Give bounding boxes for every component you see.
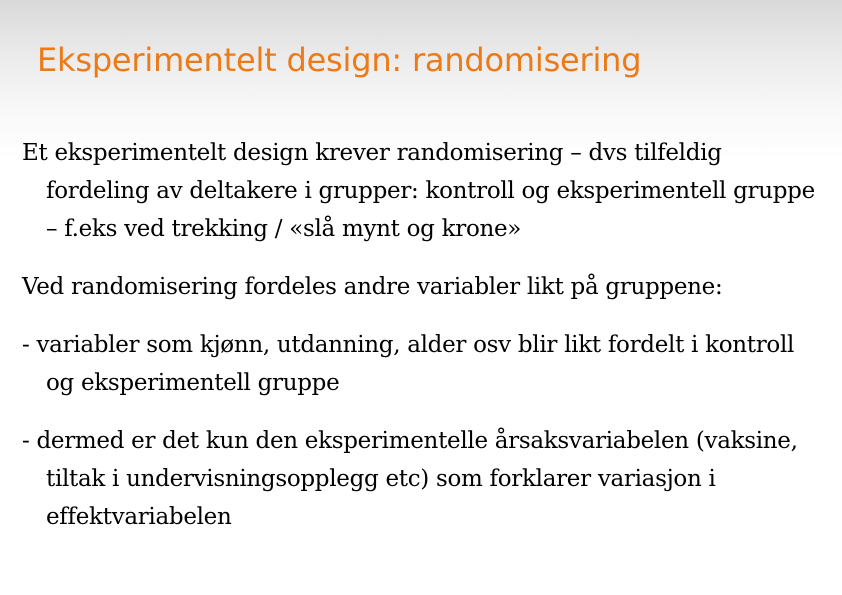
slide-title: Eksperimentelt design: randomisering: [37, 41, 642, 79]
paragraph-causal-variable: - dermed er det kun den eksperimentelle årsaksvariabelen (vaksine, tiltak i undervisningsopplegg etc) som forklarer variasjon i effektvariabelen: [22, 428, 798, 530]
paragraph-variable-distribution: Ved randomisering fordeles andre variabler likt på gruppene:: [22, 274, 723, 300]
paragraph-background-variables: - variabler som kjønn, utdanning, alder osv blir likt fordelt i kontroll og eksperimentell gruppe: [22, 332, 795, 396]
paragraph-randomization-definition: Et eksperimentelt design krever randomisering – dvs tilfeldig fordeling av deltakere i grupper: kontroll og eksperimentell gruppe – f.eks ved trekking / «slå mynt og krone»: [22, 140, 815, 242]
slide-body: [22, 134, 822, 536]
